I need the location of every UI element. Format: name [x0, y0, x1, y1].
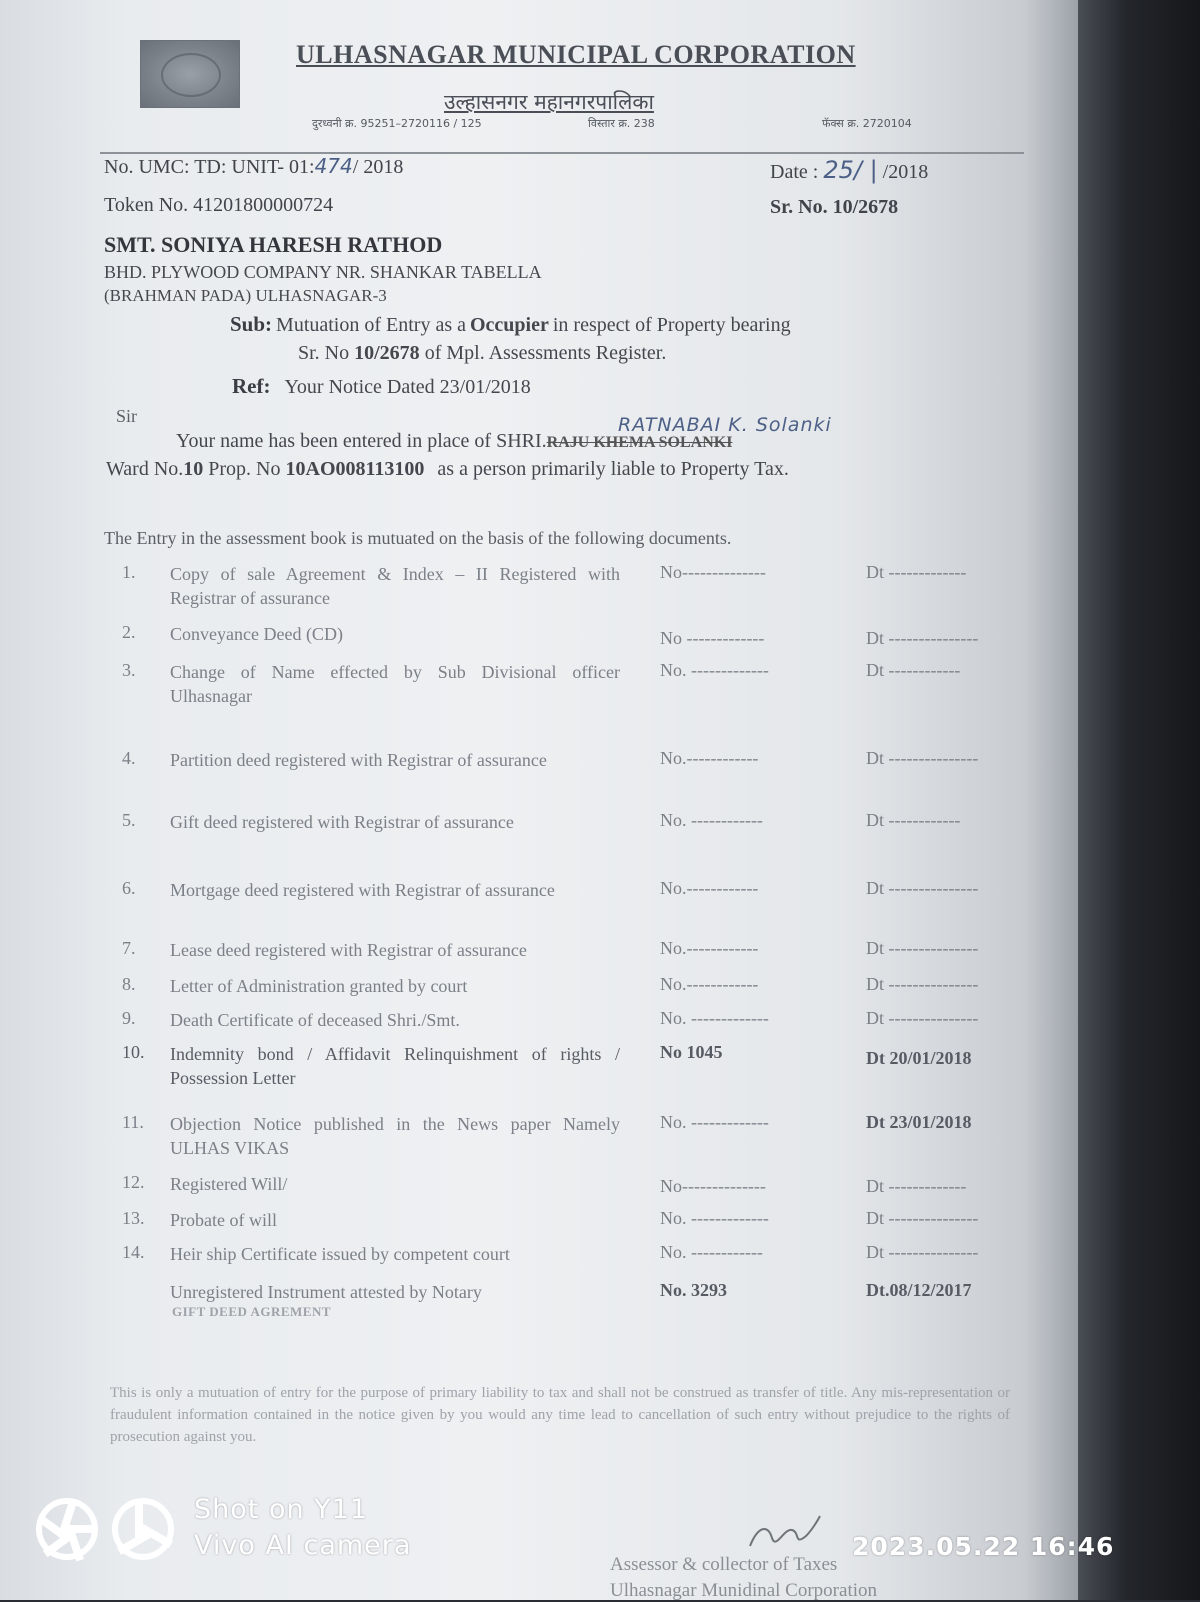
camera-watermark-line-1: Shot on Y11	[194, 1494, 369, 1525]
reference-line: Ref: Your Notice Dated 23/01/2018	[232, 374, 531, 398]
serial-number: Sr. No. 10/2678	[770, 196, 899, 218]
salutation: Sir	[116, 406, 138, 426]
reference-number: No. UMC: TD: UNIT- 01:474/ 2018	[104, 154, 404, 178]
photo-timestamp: 2023.05.22 16:46	[852, 1532, 1115, 1561]
aperture-icon	[36, 1498, 98, 1560]
org-name-hindi: उल्हासनगर महानगरपालिका	[444, 90, 654, 114]
documents-intro: The Entry in the assessment book is mutuated on the basis of the following documents.	[104, 528, 732, 548]
address-line-2: (BRAHMAN PADA) ULHASNAGAR-3	[104, 286, 387, 305]
page-edge-shadow	[1078, 0, 1200, 1600]
body-line-1: Your name has been entered in place of SHRI.RAJU KHEMA SOLANKI	[176, 430, 733, 452]
org-name-english: ULHASNAGAR MUNICIPAL CORPORATION	[296, 40, 856, 69]
signatory-title: Assessor & collector of Taxes	[610, 1554, 838, 1575]
handwritten-name: RATNABAI K. Solanki	[618, 414, 832, 436]
fax-number: फॅक्स क्र. 2720104	[822, 117, 912, 130]
subject-line-2: Sr. No 10/2678 of Mpl. Assessments Register.	[298, 342, 667, 364]
token-number: Token No. 41201800000724	[104, 194, 334, 216]
body-line-2: Ward No.10 Prop. No 10AO008113100 as a person primarily liable to Property Tax.	[106, 458, 789, 480]
camera-lens-icon	[112, 1498, 174, 1560]
corporation-logo	[140, 40, 240, 108]
camera-watermark-line-2: Vivo AI camera	[194, 1530, 412, 1561]
signatory-office: Ulhasnagar Munidinal Corporation	[610, 1580, 878, 1601]
document-page: ULHASNAGAR MUNICIPAL CORPORATION उल्हासनगर महानगरपालिका दुरध्वनी क्र. 95251–2720116 / 125 विस्तार क्र. 238 फॅक्स क्र. 2720104 No. UMC: TD: UNIT- 01:474/ 2018 Date : 25/ | /2018 Token No. 41201800000724 Sr. No. 10/2678 SMT. SONIYA HARESH RATHOD BHD. PLYWOOD COMPANY NR. SHANKAR TABELLA (BRAHMAN PADA) ULHASNAGAR-3 Sub: Mutuation of Entry as a Occupier in respect of Property bearing Sr. No 10/2678 of Mpl. Assessments Register. Ref: Your Notice Dated 23/01/2018 Sir RATNABAI K. Solanki Your name has been entered in place of SHRI.RAJU KHEMA SOLANKI Ward No.10 Prop. No 10AO008113100 as a person primarily liable to Property Tax. The Entry in the assessment book is mutuated on the basis of the following documents. 1. Copy of sale Agreement & Index – II Registered with Registrar of assurance No-------------- Dt ------------- 2. Conveyance Deed (CD) No ------------- Dt --------------- 3. Change of Name effected by Sub Divisional officer Ulhasnagar No. ------------- Dt ------------ 4. Partition deed registered with Registrar of assurance No.------------ Dt --------------- 5. Gift deed registered with Registrar of assurance No. ------------ Dt ------------ 6. Mortgage deed registered with Registrar of assurance No.------------ Dt --------------- 7. Lease deed registered with Registrar of assurance No.------------ Dt --------------- 8. Letter of Administration granted by court No.------------ Dt --------------- 9. Death Certificate of deceased Shri./Smt. No. ------------- Dt --------------- 10. Indemnity bond / Affidavit Relinquishment of rights / Possession Letter No 1045 Dt 20/01/2018 11. Objection Notice published in the News paper Namely ULHAS VIKAS No. ------------- Dt 23/01/2018 12. Registered Will/ No-------------- Dt ------------- 13. Probate of will No. ------------- Dt --------------- 14. Heir ship Certificate issued by competent court No. ------------ Dt --------------- Unregistered Instrument attested by Notary GIFT DEED AGREMENT No. 3293 Dt.08/12/2017 This is only a mutuation of entry for the purpose of primary liability to tax and shall not be construed as transfer of title. Any mis-representation or fraudulent information contained in the notice given by you would any time lead to cancellation of such entry without prejudice to the rights of prosecution against you. Assessor & collector of Taxes Ulhasnagar Munidinal Corporation	[0, 0, 1078, 1600]
phone-number: दुरध्वनी क्र. 95251–2720116 / 125	[312, 117, 482, 130]
disclaimer-note: This is only a mutuation of entry for the purpose of primary liability to tax and shall not be construed as transfer of title. Any mis-representation or fraudulent information contained in the notice given by you would any time lead to cancellation of such entry without prejudice to the rights of prosecution against you.	[110, 1385, 1010, 1445]
addressee-name: SMT. SONIYA HARESH RATHOD	[104, 232, 443, 257]
extension-number: विस्तार क्र. 238	[588, 117, 655, 130]
address-line-1: BHD. PLYWOOD COMPANY NR. SHANKAR TABELLA	[104, 262, 542, 282]
letter-date: Date : 25/ | /2018	[770, 156, 929, 184]
subject-line-1: Sub: Mutuation of Entry as a Occupier in respect of Property bearing	[230, 312, 791, 336]
